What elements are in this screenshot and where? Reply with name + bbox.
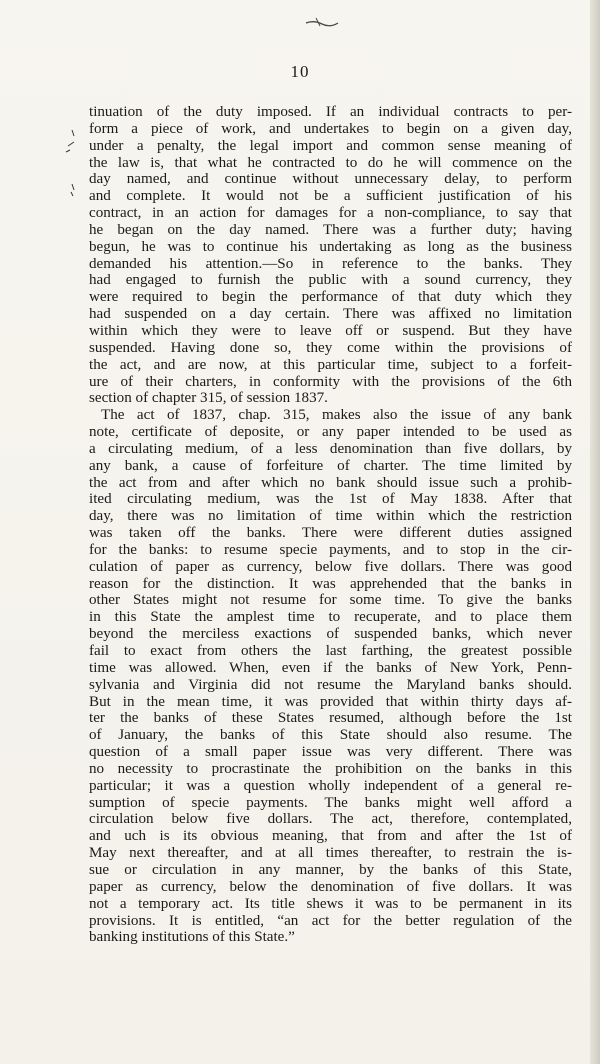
text-line: the law is, that what he contracted to do he will commence on the — [89, 154, 572, 171]
text-line: a circulating medium, of a less denomination than five dollars, by — [89, 440, 572, 457]
text-line: sylvania and Virginia did not resume the Maryland banks should. — [89, 676, 572, 693]
margin-ink-marks — [62, 128, 78, 198]
text-line: for the banks: to resume specie payments, and to stop in the cir- — [89, 541, 572, 558]
text-line: of January, the banks of this State should also resume. The — [89, 727, 572, 744]
text-line: begun, he was to continue his undertaking as long as the business — [89, 238, 572, 255]
page-number: 10 — [290, 62, 310, 81]
text-line: sue or circulation in any manner, by the banks of this State, — [89, 861, 572, 878]
text-line: culation of paper as currency, below five dollars. There was good — [89, 558, 572, 575]
text-line: reason for the distinction. It was apprehended that the banks in — [89, 575, 572, 592]
text-line: the act, and are now, at this particular time, subject to a forfeit- — [89, 356, 572, 373]
text-line: sumption of specie payments. The banks might well afford a — [89, 794, 572, 811]
text-line: day named, and continue without unnecessary delay, to perform — [89, 171, 572, 188]
text-line: under a penalty, the legal import and common sense meaning of — [89, 137, 572, 154]
text-line: had engaged to furnish the public with a sound currency, they — [89, 272, 572, 289]
text-line: and uch is its obvious meaning, that from and after the 1st of — [89, 828, 572, 845]
text-line: had suspended on a day certain. There was affixed no limitation — [89, 306, 572, 323]
text-line: ited circulating medium, was the 1st of May 1838. After that — [89, 491, 572, 508]
text-line: But in the mean time, it was provided that within thirty days af- — [89, 693, 572, 710]
text-line: demanded his attention.—So in reference to the banks. They — [89, 255, 572, 272]
text-line: contract, in an action for damages for a non-compliance, to say that — [89, 205, 572, 222]
text-line: ure of their charters, in conformity with the provisions of the 6th — [89, 373, 572, 390]
text-line: note, certificate of deposite, or any paper intended to be used as — [89, 424, 572, 441]
text-line: suspended. Having done so, they come within the provisions of — [89, 339, 572, 356]
text-line: tinuation of the duty imposed. If an individual contracts to per- — [89, 104, 572, 120]
text-line: was taken off the banks. There were different duties assigned — [89, 525, 572, 542]
ink-smudge-mark — [302, 14, 342, 32]
text-line: banking institutions of this State.” — [89, 929, 295, 946]
text-line: time was allowed. When, even if the banks of New York, Penn- — [89, 659, 572, 676]
text-line: The act of 1837, chap. 315, makes also the issue of any bank — [101, 407, 572, 424]
text-line: provisions. It is entitled, “an act for the better regulation of the — [89, 912, 572, 929]
text-line: particular; it was a question wholly independent of a general re- — [89, 777, 572, 794]
text-line: question of a small paper issue was very different. There was — [89, 744, 572, 761]
text-line: section of chapter 315, of session 1837. — [89, 390, 328, 407]
text-line: May next thereafter, and at all times thereafter, to restrain the is- — [89, 845, 572, 862]
text-line: and complete. It would not be a sufficient justification of his — [89, 188, 572, 205]
text-line: ter the banks of these States resumed, although before the 1st — [89, 710, 572, 727]
text-line: circulation below five dollars. The act, therefore, contemplated, — [89, 811, 572, 828]
text-line: paper as currency, below the denomination of five dollars. It was — [89, 878, 572, 895]
text-line: other States might not resume for some time. To give the banks — [89, 592, 572, 609]
text-line: within which they were to leave off or suspend. But they have — [89, 322, 572, 339]
text-line: form a piece of work, and undertakes to begin on a given day, — [89, 120, 572, 137]
page-edge-shadow — [590, 0, 600, 1064]
text-line: in this State the amplest time to recuperate, and to place them — [89, 609, 572, 626]
text-line: day, there was no limitation of time within which the restriction — [89, 508, 572, 525]
text-line: he began on the day named. There was a further duty; having — [89, 221, 572, 238]
text-line: beyond the merciless exactions of suspended banks, which never — [89, 626, 572, 643]
text-line: not a temporary act. Its title shews it was to be permanent in its — [89, 895, 572, 912]
text-line: no necessity to procrastinate the prohibition on the banks in this — [89, 760, 572, 777]
text-line: fail to exact from others the last farthing, the greatest possible — [89, 643, 572, 659]
text-line: the act from and after which no bank should issue such a prohib- — [89, 474, 572, 491]
text-line: were required to begin the performance of that duty which they — [89, 289, 572, 306]
text-line: any bank, a cause of forfeiture of charter. The time limited by — [89, 457, 572, 474]
body-text — [89, 104, 572, 946]
